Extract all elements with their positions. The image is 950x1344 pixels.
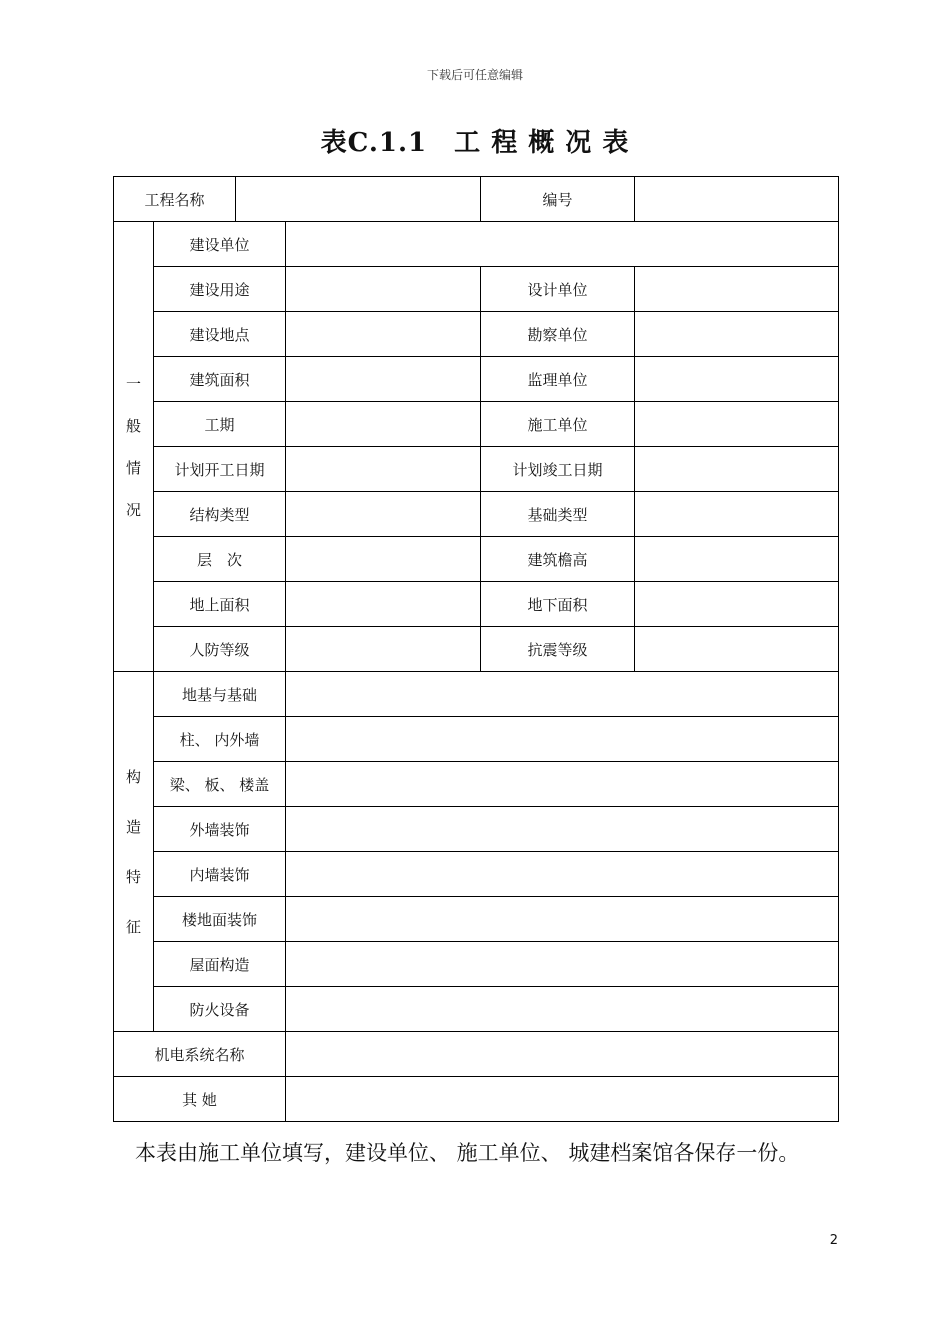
general-right-label: 勘察单位 [481,312,635,357]
project-overview-table [113,176,839,1122]
general-left-field[interactable] [286,402,481,447]
general-right-field[interactable] [635,492,839,537]
structure-label: 屋面构造 [154,942,286,987]
mep-label: 机电系统名称 [114,1032,286,1077]
structure-label: 地基与基础 [154,672,286,717]
general-row [114,582,839,627]
document-title: 表C.1.1 工 程 概 况 表 [320,128,630,158]
structure-group-char: 特 [125,867,141,886]
other-label: 其 她 [114,1077,286,1122]
other-row [114,1077,839,1122]
structure-group-label [114,672,154,1032]
structure-row [114,807,839,852]
general-left-label: 层 次 [154,537,286,582]
general-right-label: 监理单位 [481,357,635,402]
general-right-field[interactable] [635,402,839,447]
general-row [114,627,839,672]
general-right-label: 基础类型 [481,492,635,537]
structure-field[interactable] [286,672,839,717]
general-left-field[interactable] [286,312,481,357]
structure-field[interactable] [286,717,839,762]
structure-label: 外墙装饰 [154,807,286,852]
general-group-label [114,222,154,672]
structure-row [114,672,839,717]
structure-row [114,897,839,942]
general-left-label: 建设用途 [154,267,286,312]
structure-label: 梁、 板、 楼盖 [154,762,286,807]
builder-label: 建设单位 [154,222,286,267]
general-left-field[interactable] [286,447,481,492]
structure-group-char: 造 [125,817,141,836]
general-left-field[interactable] [286,492,481,537]
structure-row [114,987,839,1032]
project-name-row [114,177,839,222]
general-right-label: 地下面积 [481,582,635,627]
general-left-field[interactable] [286,537,481,582]
project-number-field[interactable] [635,177,839,222]
general-row [114,447,839,492]
structure-field[interactable] [286,987,839,1032]
general-left-label: 工期 [154,402,286,447]
structure-field[interactable] [286,942,839,987]
structure-group-char: 征 [125,917,141,936]
builder-row [114,222,839,267]
general-right-field[interactable] [635,312,839,357]
general-left-field[interactable] [286,627,481,672]
other-field[interactable] [286,1077,839,1122]
general-group-char: 情 [125,458,141,477]
structure-label: 内墙装饰 [154,852,286,897]
structure-field[interactable] [286,762,839,807]
project-name-label: 工程名称 [114,177,236,222]
structure-row [114,852,839,897]
footnote: 本表由施工单位填写，建设单位、 施工单位、 城建档案馆各保存一份。 [135,1141,800,1165]
general-row [114,357,839,402]
general-left-label: 结构类型 [154,492,286,537]
general-row [114,492,839,537]
general-right-label: 计划竣工日期 [481,447,635,492]
mep-field[interactable] [286,1032,839,1077]
general-right-field[interactable] [635,447,839,492]
general-right-field[interactable] [635,627,839,672]
structure-group-char: 构 [125,767,141,786]
general-row [114,402,839,447]
general-right-label: 设计单位 [481,267,635,312]
general-left-label: 计划开工日期 [154,447,286,492]
mep-row [114,1032,839,1077]
structure-label: 防火设备 [154,987,286,1032]
general-right-field[interactable] [635,582,839,627]
structure-row [114,942,839,987]
general-left-label: 建筑面积 [154,357,286,402]
general-group-char: 般 [125,416,141,435]
page-number: 2 [829,1233,838,1248]
general-right-field[interactable] [635,537,839,582]
header-note: 下载后可任意编辑 [426,68,523,82]
structure-field[interactable] [286,852,839,897]
general-group-char: 一 [125,374,141,393]
structure-label: 柱、 内外墙 [154,717,286,762]
general-left-field[interactable] [286,267,481,312]
general-left-label: 地上面积 [154,582,286,627]
structure-row [114,717,839,762]
general-group-char: 况 [125,500,141,519]
project-number-label: 编号 [481,177,635,222]
general-left-label: 建设地点 [154,312,286,357]
general-right-label: 施工单位 [481,402,635,447]
general-left-label: 人防等级 [154,627,286,672]
project-name-field[interactable] [236,177,481,222]
structure-field[interactable] [286,807,839,852]
general-left-field[interactable] [286,582,481,627]
structure-row [114,762,839,807]
general-right-field[interactable] [635,357,839,402]
general-left-field[interactable] [286,357,481,402]
general-row [114,537,839,582]
general-right-label: 抗震等级 [481,627,635,672]
structure-label: 楼地面装饰 [154,897,286,942]
structure-field[interactable] [286,897,839,942]
general-row [114,312,839,357]
general-row [114,267,839,312]
general-right-field[interactable] [635,267,839,312]
builder-field[interactable] [286,222,839,267]
general-right-label: 建筑檐高 [481,537,635,582]
